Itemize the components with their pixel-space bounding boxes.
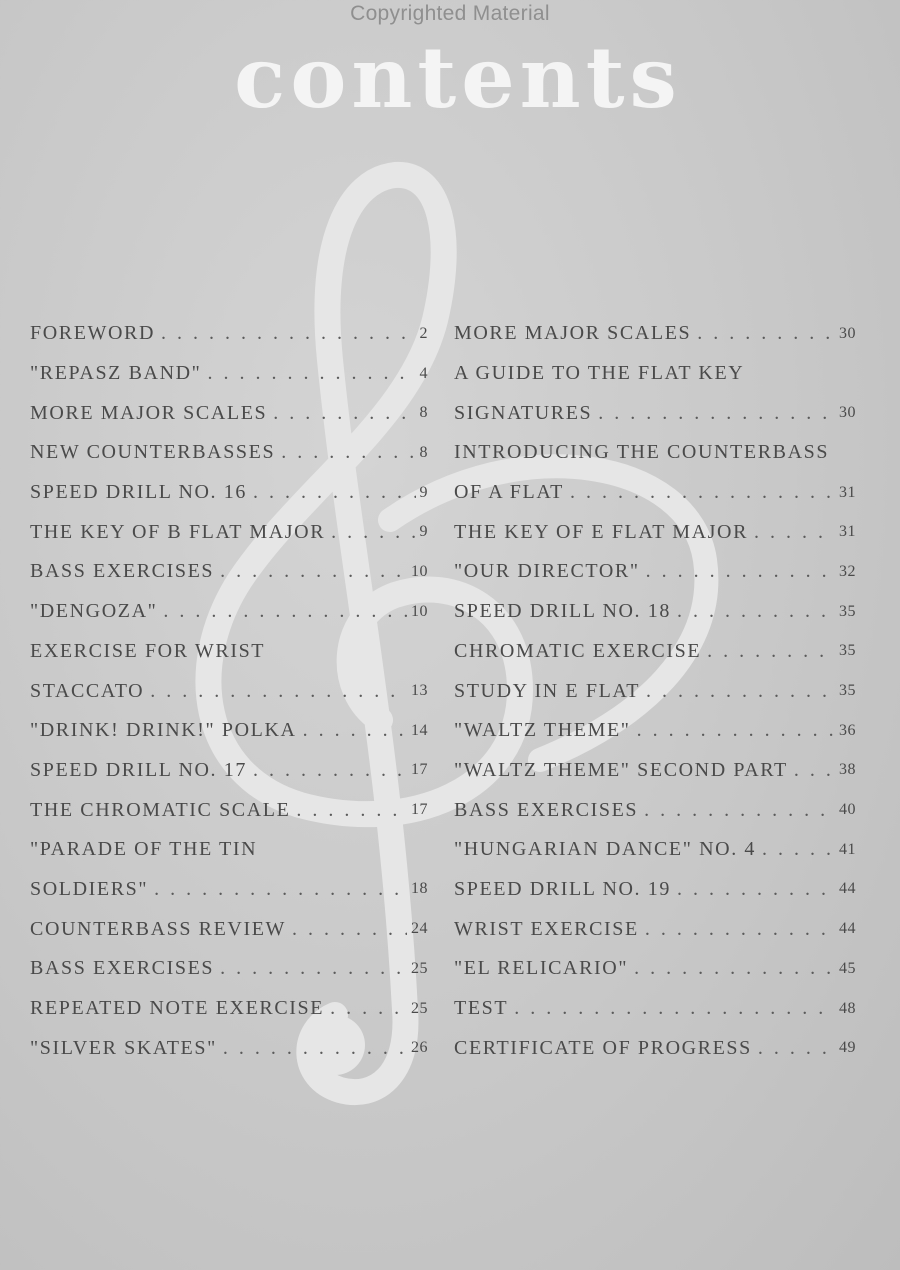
- toc-entry: [30, 592, 428, 632]
- toc-entry: [454, 1028, 856, 1068]
- toc-entry-title: THE KEY OF E FLAT MAJOR: [454, 520, 749, 543]
- toc-entry: [30, 751, 428, 791]
- toc-entry: [30, 393, 428, 433]
- toc-entry-title: THE KEY OF B FLAT MAJOR: [30, 520, 326, 543]
- toc-leader-dots: [671, 600, 835, 623]
- toc-entry: [454, 592, 856, 632]
- toc-entry: [454, 314, 856, 354]
- toc-leader-dots: [214, 957, 407, 980]
- toc-entry-page: 31: [839, 523, 856, 541]
- toc-entry-title: COUNTERBASS REVIEW: [30, 917, 287, 940]
- toc-entry: [454, 393, 856, 433]
- toc-entry-title: "HUNGARIAN DANCE" NO. 4: [454, 838, 757, 861]
- toc-entry-title: OF A FLAT: [454, 481, 564, 504]
- toc-entry-title: REPEATED NOTE EXERCISE: [30, 997, 325, 1020]
- toc-entry-page: 18: [411, 880, 428, 898]
- toc-entry-page: 49: [839, 1039, 856, 1057]
- toc-leader-dots: [247, 759, 407, 782]
- toc-leader-dots: [214, 560, 407, 583]
- toc-leader-dots: [592, 402, 835, 425]
- toc-leader-dots: [247, 481, 416, 504]
- toc-leader-dots: [671, 878, 835, 901]
- toc-entry-page: 41: [839, 840, 856, 858]
- toc-entry-title: STUDY IN E FLAT: [454, 679, 641, 702]
- toc-leader-dots: [144, 680, 407, 703]
- toc-entry: [454, 751, 856, 791]
- toc-leader-dots: [148, 878, 407, 901]
- toc-leader-dots: [290, 799, 407, 822]
- toc-entry: [454, 711, 856, 751]
- toc-leader-dots: [701, 640, 835, 663]
- toc-entry-page: 32: [839, 562, 856, 580]
- toc-entry-title: "EL RELICARIO": [454, 957, 629, 980]
- toc-entry-page: 24: [411, 920, 428, 938]
- toc-entry-title: MORE MAJOR SCALES: [454, 322, 692, 345]
- toc-leader-dots: [325, 521, 415, 544]
- toc-leader-dots: [691, 322, 835, 345]
- toc-entry-page: 35: [839, 642, 856, 660]
- toc-leader-dots: [217, 1037, 407, 1060]
- toc-entry-page: 13: [411, 682, 428, 700]
- toc-leader-dots: [788, 759, 835, 782]
- toc-entry: [454, 870, 856, 910]
- toc-entry-page: 2: [419, 324, 428, 342]
- toc-entry-title: SPEED DRILL NO. 18: [454, 600, 671, 623]
- toc-entry-title: SPEED DRILL NO. 16: [30, 481, 247, 504]
- toc-entry-page: 48: [839, 999, 856, 1017]
- toc-entry-title: SPEED DRILL NO. 19: [454, 877, 671, 900]
- toc-leader-dots: [275, 441, 415, 464]
- toc-entry-title: MORE MAJOR SCALES: [30, 401, 268, 424]
- toc-leader-dots: [631, 719, 835, 742]
- toc-entry-page: 9: [419, 483, 428, 501]
- toc-entry: [454, 989, 856, 1029]
- toc-entry: [454, 909, 856, 949]
- toc-leader-dots: [155, 322, 415, 345]
- toc-leader-dots: [267, 402, 415, 425]
- toc-leader-dots: [297, 719, 407, 742]
- toc-entry-title: CERTIFICATE OF PROGRESS: [454, 1036, 752, 1059]
- toc-entry-title: BASS EXERCISES: [454, 798, 639, 821]
- toc-entry-page: 45: [839, 959, 856, 977]
- toc-entry-title: "DRINK! DRINK!" POLKA: [30, 719, 297, 742]
- toc-entry: [30, 512, 428, 552]
- toc-entry: [30, 473, 428, 513]
- toc-entry-page: 8: [419, 404, 428, 422]
- toc-entry: [30, 671, 428, 711]
- toc-entry-page: 36: [839, 721, 856, 739]
- toc-entry: [454, 433, 856, 473]
- toc-entry-title: NEW COUNTERBASSES: [30, 441, 276, 464]
- toc-leader-dots: [508, 997, 835, 1020]
- toc-entry-page: 38: [839, 761, 856, 779]
- toc-entry-title: "WALTZ THEME" SECOND PART: [454, 758, 788, 781]
- toc-entry-title: TEST: [454, 997, 509, 1020]
- toc-entry-page: 9: [419, 523, 428, 541]
- toc-entry: [30, 552, 428, 592]
- toc-entry-page: 30: [839, 404, 856, 422]
- toc-entry-page: 8: [419, 443, 428, 461]
- toc-leader-dots: [756, 838, 835, 861]
- toc-entry: [30, 354, 428, 394]
- toc-entry: [454, 354, 856, 394]
- toc-entry-title: "OUR DIRECTOR": [454, 560, 640, 583]
- toc-leader-dots: [639, 918, 835, 941]
- toc-entry-title: SOLDIERS": [30, 877, 149, 900]
- toc-leader-dots: [752, 1037, 835, 1060]
- toc-leader-dots: [628, 957, 835, 980]
- toc-entry: [30, 314, 428, 354]
- toc-leader-dots: [640, 560, 835, 583]
- toc-entry-page: 10: [411, 602, 428, 620]
- toc-entry: [454, 632, 856, 672]
- toc-entry-title: EXERCISE FOR WRIST: [30, 639, 266, 662]
- toc-entry: [30, 433, 428, 473]
- toc-entry-title: BASS EXERCISES: [30, 957, 215, 980]
- toc-entry-title: SPEED DRILL NO. 17: [30, 758, 247, 781]
- toc-entry-title: THE CHROMATIC SCALE: [30, 798, 291, 821]
- toc-entry: [454, 830, 856, 870]
- toc-entry: [454, 473, 856, 513]
- toc-entry: [454, 512, 856, 552]
- toc-entry-title: A GUIDE TO THE FLAT KEY: [454, 362, 745, 385]
- toc-entry-page: 17: [411, 761, 428, 779]
- toc-entry-page: 10: [411, 562, 428, 580]
- toc-entry-page: 25: [411, 959, 428, 977]
- toc-leader-dots: [564, 481, 835, 504]
- toc-entry-page: 14: [411, 721, 428, 739]
- toc-entry-title: STACCATO: [30, 679, 145, 702]
- toc-entry-title: SIGNATURES: [454, 401, 593, 424]
- toc-entry: [30, 870, 428, 910]
- toc-entry-page: 4: [419, 364, 428, 382]
- toc-right-column: [454, 314, 856, 1068]
- toc-entry-title: BASS EXERCISES: [30, 560, 215, 583]
- toc-entry-page: 35: [839, 602, 856, 620]
- toc-entry: [454, 552, 856, 592]
- page-title: contents: [234, 28, 682, 127]
- toc-entry-page: 44: [839, 920, 856, 938]
- toc-leader-dots: [201, 362, 415, 385]
- toc-leader-dots: [157, 600, 407, 623]
- toc-leader-dots: [640, 680, 835, 703]
- toc-entry-page: 35: [839, 682, 856, 700]
- toc-entry: [454, 949, 856, 989]
- toc-entry-page: 17: [411, 801, 428, 819]
- toc-left-column: [30, 314, 428, 1068]
- toc-leader-dots: [638, 799, 835, 822]
- toc-entry-page: 31: [839, 483, 856, 501]
- toc-entry-page: 44: [839, 880, 856, 898]
- toc-entry: [30, 949, 428, 989]
- toc-leader-dots: [748, 521, 835, 544]
- toc-entry: [30, 909, 428, 949]
- toc-entry-title: "WALTZ THEME": [454, 719, 631, 742]
- toc-leader-dots: [324, 997, 407, 1020]
- toc-entry-page: 26: [411, 1039, 428, 1057]
- toc-entry: [30, 830, 428, 870]
- toc-entry-title: FOREWORD: [30, 322, 156, 345]
- toc-entry-title: INTRODUCING THE COUNTERBASS: [454, 441, 830, 464]
- toc-entry-title: "PARADE OF THE TIN: [30, 838, 258, 861]
- toc-entry-page: 40: [839, 801, 856, 819]
- toc-entry: [454, 671, 856, 711]
- toc-entry-title: WRIST EXERCISE: [454, 917, 639, 940]
- toc-entry-page: 30: [839, 324, 856, 342]
- toc-entry-title: "SILVER SKATES": [30, 1036, 217, 1059]
- copyright-watermark: Copyrighted Material: [350, 2, 550, 25]
- toc-entry: [30, 1028, 428, 1068]
- toc-leader-dots: [286, 918, 407, 941]
- toc-entry: [30, 632, 428, 672]
- toc-entry-page: 25: [411, 999, 428, 1017]
- toc-entry: [30, 790, 428, 830]
- toc-entry: [30, 989, 428, 1029]
- toc-entry: [30, 711, 428, 751]
- toc-entry-title: CHROMATIC EXERCISE: [454, 639, 702, 662]
- toc-entry-title: "REPASZ BAND": [30, 362, 202, 385]
- toc-entry: [454, 790, 856, 830]
- toc-entry-title: "DENGOZA": [30, 600, 158, 623]
